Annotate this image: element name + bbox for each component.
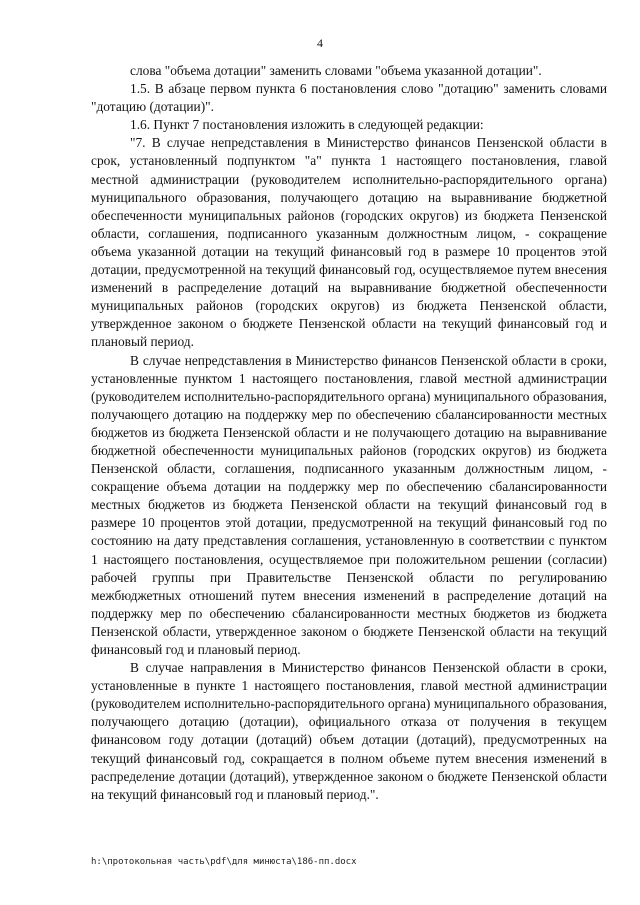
paragraph: 1.6. Пункт 7 постановления изложить в следующей редакции: xyxy=(130,117,484,133)
paragraph: "7. В случае непредставления в Министерство финансов Пензенской области в срок, установленный подпунктом "а" пункта 1 настоящего постановления, главой местной администрации (руководителем исполнительно-распорядительного органа) муниципального образования, получающего дотацию на выравнивание бюджетной обеспеченности муниципальных районов (городских округов) из бюджета Пензенской области, соглашения, подписанного указанным должностным лицом, - сокращение объема указанной дотации на текущий финансовый год в размере 10 процентов этой дотации, предусмотренной на текущий финансовый год, осуществляемое путем внесения изменений в распределение дотаций на выравнивание бюджетной обеспеченности муниципальных районов (городских округов) из бюджета Пензенской области, утвержденное законом о бюджете Пензенской области на текущий финансовый год и плановый период. xyxy=(91,135,607,350)
paragraph: слова "объема дотации" заменить словами "объема указанной дотации". xyxy=(130,63,542,78)
paragraph: В случае направления в Министерство финансов Пензенской области в сроки, установленные в пункте 1 настоящего постановления, главой местной администрации (руководителем исполнительно-распорядительного органа) муниципального образования, получающего дотацию (дотации), официального отказа от получения в текущем финансовом году дотации (дотаций) объем дотации (дотаций), предусмотренных на текущий финансовый год, сокращается в полном объеме путем внесения изменений в распределение дотации (дотаций), утвержденное законом о бюджете Пензенской области на текущий финансовый год и плановый период.". xyxy=(91,660,607,802)
paragraph: 1.5. В абзаце первом пункта 6 постановления слово "дотацию" заменить словами "дотацию (дотации)". xyxy=(91,81,607,115)
paragraph: В случае непредставления в Министерство финансов Пензенской области в сроки, установленные пунктом 1 настоящего постановления, главой местной администрации (руководителем исполнительно-распорядительного органа) муниципального образования, получающего дотацию на поддержку мер по обеспечению сбалансированности местных бюджетов из бюджета Пензенской области и не получающего дотацию на выравнивание бюджетной обеспеченности муниципальных районов (городских округов) из бюджета Пензенской области, соглашения, подписанного указанным должностным лицом, - сокращение объема дотации на поддержку мер по обеспечению сбалансированности местных бюджетов из бюджета Пензенской области на текущий финансовый год в размере 10 процентов этой дотации, предусмотренной на текущий финансовый год по состоянию на дату представления соглашения, установленную в соответствии с пунктом 1 настоящего постановления, осуществляемое при положительном решении (согласии) рабочей группы при Правительстве Пензенской области по регулированию межбюджетных отношений путем внесения изменений в распределение дотаций на поддержку мер по обеспечению сбалансированности местных бюджетов из бюджета Пензенской области, утвержденное законом о бюджете Пензенской области на текущий финансовый год и плановый период. xyxy=(91,352,607,657)
footer-file-path: h:\протокольная часть\pdf\для минюста\186-пп.docx xyxy=(91,857,357,867)
document-body xyxy=(91,62,607,804)
page-number: 4 xyxy=(317,36,323,50)
